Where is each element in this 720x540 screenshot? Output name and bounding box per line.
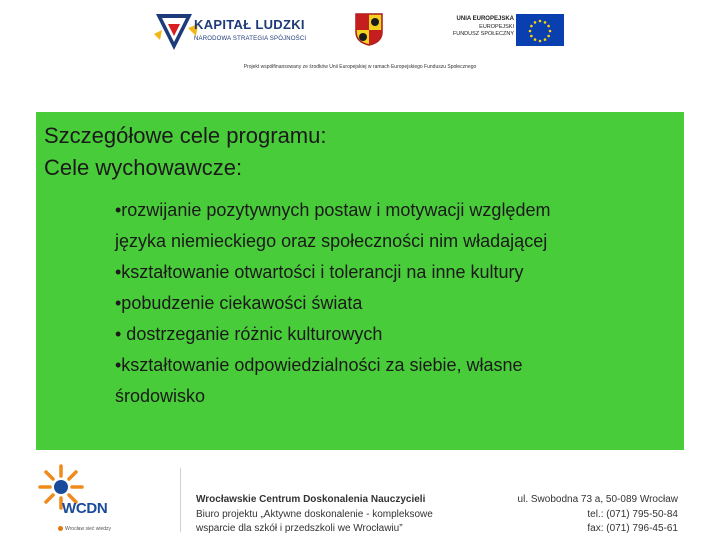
project-line-2: wsparcie dla szkół i przedszkoli we Wrocławiu” bbox=[196, 523, 403, 534]
ue-sub-label: EUROPEJSKI FUNDUSZ SPOŁECZNY bbox=[452, 23, 514, 37]
goals-list bbox=[115, 195, 663, 412]
project-line-1: Biuro projektu „Aktywne doskonalenie - kompleksowe bbox=[196, 509, 433, 520]
wcdn-logo-small bbox=[58, 526, 111, 532]
funding-note: Projekt współfinansowany ze środków Unii Europejskiej w ramach Europejskiego Funduszu Społecznego bbox=[243, 64, 477, 70]
list-item: •rozwijanie pozytywnych postaw i motywacji względem bbox=[115, 200, 551, 220]
kapital-ludzki-subtitle: NARODOWA STRATEGIA SPÓJNOŚCI bbox=[194, 36, 307, 42]
org-name: Wrocławskie Centrum Doskonalenia Nauczycieli bbox=[196, 494, 426, 505]
list-item: •kształtowanie otwartości i tolerancji na inne kultury bbox=[115, 262, 524, 282]
content-panel bbox=[36, 112, 684, 450]
kapital-ludzki-title: KAPITAŁ LUDZKI bbox=[194, 17, 305, 32]
ue-label bbox=[452, 16, 514, 39]
heading-line-2: Cele wychowawcze: bbox=[44, 155, 243, 180]
list-item: języka niemieckiego oraz społeczności nim władającej bbox=[115, 231, 548, 251]
ue-main-label: UNIA EUROPEJSKA bbox=[456, 16, 514, 22]
wcdn-logo-text: WCDN bbox=[62, 500, 108, 517]
list-item: • dostrzeganie różnic kulturowych bbox=[115, 324, 383, 344]
address: ul. Swobodna 73 a, 50-089 Wrocław bbox=[517, 494, 678, 505]
dolny-slask-crest-icon bbox=[354, 12, 384, 46]
heading-line-1: Szczegółowe cele programu: bbox=[44, 123, 327, 148]
wcdn-logo-small-text: Wrocław sieć wiedzy bbox=[65, 526, 112, 532]
eu-flag-icon bbox=[516, 14, 564, 46]
list-item: środowisko bbox=[115, 386, 206, 406]
footer-divider bbox=[180, 468, 181, 532]
orange-dot-icon bbox=[58, 526, 63, 531]
slide-heading bbox=[44, 120, 326, 184]
fax: fax: (071) 796-45-61 bbox=[587, 523, 678, 534]
list-item: •kształtowanie odpowiedzialności za siebie, własne bbox=[115, 355, 523, 375]
phone: tel.: (071) 795-50-84 bbox=[587, 509, 678, 520]
list-item: •pobudzenie ciekawości świata bbox=[115, 293, 363, 313]
